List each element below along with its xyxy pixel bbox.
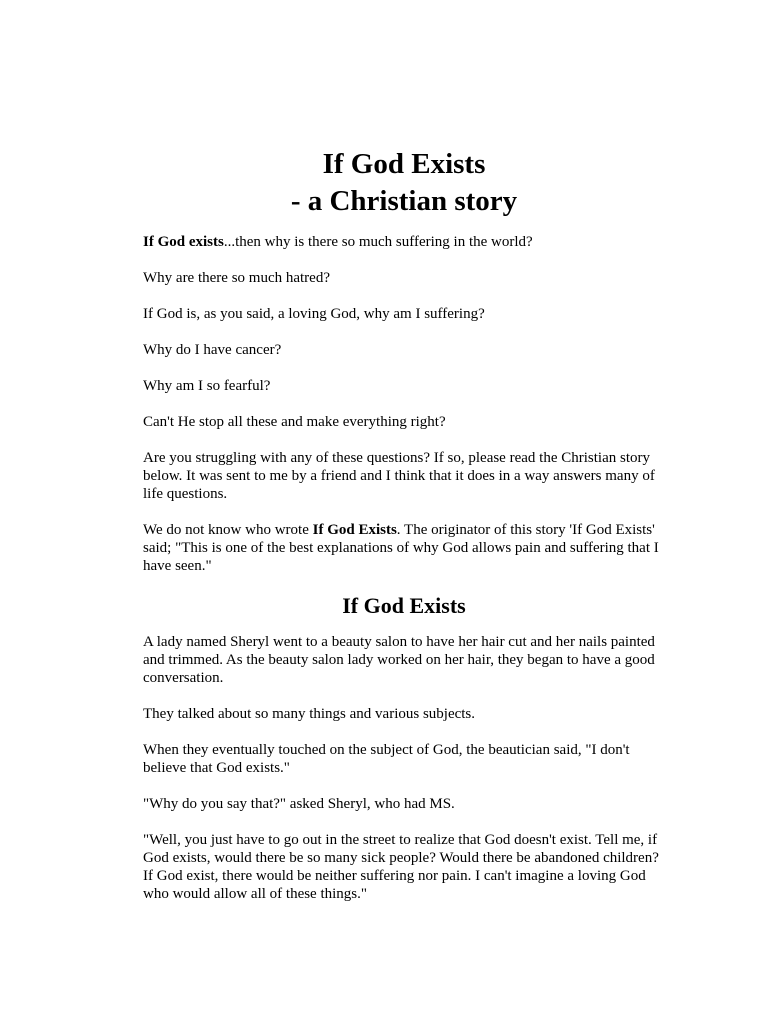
originator-before: We do not know who wrote <box>143 522 313 538</box>
document-page <box>143 146 665 921</box>
originator-bold-title: If God Exists <box>312 522 397 538</box>
intro-paragraph-3: If God is, as you said, a loving God, why am I suffering? <box>143 306 485 322</box>
originator-paragraph <box>143 521 665 575</box>
story-paragraph-5: "Well, you just have to go out in the street to realize that God doesn't exist. Tell me, if God exists, would there be so many sick people? Would there be abandoned children? If God exist, there would be neither suffering nor pain. I can't imagine a loving God who would allow all of these things." <box>143 832 659 902</box>
story-paragraph-4: "Why do you say that?" asked Sheryl, who had MS. <box>143 796 455 812</box>
intro-paragraph-2: Why are there so much hatred? <box>143 270 330 286</box>
intro-paragraph-7: Are you struggling with any of these questions? If so, please read the Christian story below. It was sent to me by a friend and I think that it does in a way answers many of life questions. <box>143 450 655 502</box>
title-line-1: If God Exists <box>322 148 486 180</box>
story-paragraph-1: A lady named Sheryl went to a beauty salon to have her hair cut and her nails painted and trimmed. As the beauty salon lady worked on her hair, they began to have a good conversation. <box>143 634 655 686</box>
intro-bold-phrase: If God exists <box>143 234 224 250</box>
document-title <box>143 146 665 220</box>
title-line-2: - a Christian story <box>290 185 518 217</box>
intro-paragraph-1 <box>143 233 665 251</box>
story-heading: If God Exists <box>342 593 466 618</box>
intro-rest: ...then why is there so much suffering in the world? <box>223 234 533 250</box>
intro-paragraph-5: Why am I so fearful? <box>143 378 271 394</box>
intro-paragraph-4: Why do I have cancer? <box>143 342 282 358</box>
intro-paragraph-6: Can't He stop all these and make everything right? <box>143 414 446 430</box>
story-paragraph-3: When they eventually touched on the subject of God, the beautician said, "I don't believe that God exists." <box>143 742 630 776</box>
originator-after: . The originator of this story 'If God Exists' said; "This is one of the best explanations of why God allows pain and suffering that I have seen." <box>143 522 659 574</box>
story-paragraph-2: They talked about so many things and various subjects. <box>143 706 476 722</box>
